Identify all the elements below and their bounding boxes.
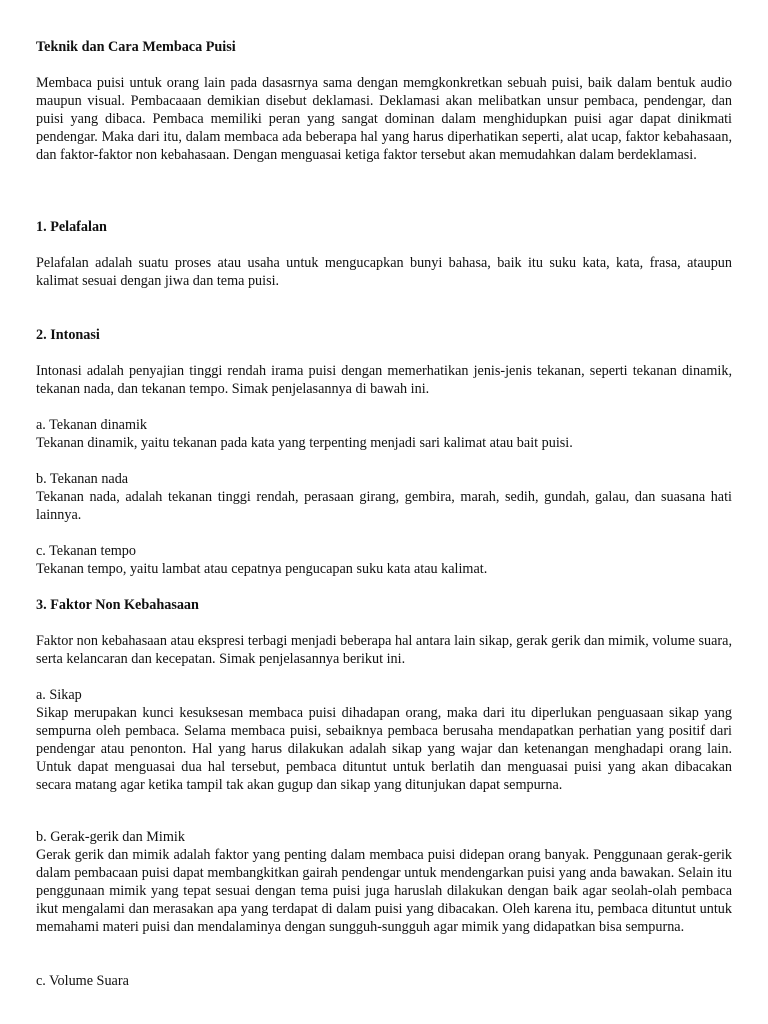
heading-faktor-non-kebahasaan: 3. Faktor Non Kebahasaan <box>36 597 199 613</box>
faktor-non-kebahasaan-paragraph: Faktor non kebahasaan atau ekspresi terbagi menjadi beberapa hal antara lain sikap, gerak gerik dan mimik, volume suara, serta kelancaran dan kecepatan. Simak penjelasannya berikut ini. <box>36 633 732 667</box>
heading-pelafalan: 1. Pelafalan <box>36 219 107 235</box>
heading-intonasi: 2. Intonasi <box>36 327 100 343</box>
sikap-label: a. Sikap <box>36 687 82 703</box>
tekanan-nada-label: b. Tekanan nada <box>36 471 129 487</box>
volume-suara-label: c. Volume Suara <box>36 973 129 989</box>
tekanan-nada-text: Tekanan nada, adalah tekanan tinggi rendah, perasaan girang, gembira, marah, sedih, gundah, galau, dan suasana hati lainnya. <box>36 489 732 523</box>
sikap-text: Sikap merupakan kunci kesuksesan membaca puisi dihadapan orang, maka dari itu diperlukan penguasaan sikap yang sempurna oleh pembaca. Selama membaca puisi, sebaiknya pembaca berusaha mendapatkan perhatian yang positif dari pendengar atau penonton. Hal yang harus dilakukan adalah sikap yang wajar dan ketenangan menghadapi orang lain. Untuk dapat menguasai dua hal tersebut, pembaca dituntut untuk berlatih dan menguasai puisi yang akan dibacakan secara matang agar ketika tampil tak akan gugup dan sikap yang ditunjukan dapat sempurna. <box>36 705 732 793</box>
tekanan-dinamik-label: a. Tekanan dinamik <box>36 417 148 433</box>
tekanan-tempo-label: c. Tekanan tempo <box>36 543 136 559</box>
intro-paragraph: Membaca puisi untuk orang lain pada dasasrnya sama dengan memgkonkretkan sebuah puisi, baik dalam bentuk audio maupun visual. Pembacaaan demikian disebut deklamasi. Deklamasi akan melibatkan unsur pembaca, pendengar, dan puisi yang dibaca. Pembaca memiliki peran yang sangat dominan dalam menghidupkan puisi agar dapat dinikmati pendengar. Maka dari itu, dalam membaca ada beberapa hal yang harus diperhatikan seperti, alat ucap, faktor kebahasaan, dan faktor-faktor non kebahasaan. Dengan menguasai ketiga faktor tersebut akan memudahkan dalam berdeklamasi. <box>36 75 732 163</box>
tekanan-dinamik-text: Tekanan dinamik, yaitu tekanan pada kata yang terpenting menjadi sari kalimat atau bait puisi. <box>36 435 573 451</box>
pelafalan-paragraph: Pelafalan adalah suatu proses atau usaha untuk mengucapkan bunyi bahasa, baik itu suku kata, kata, frasa, ataupun kalimat sesuai dengan jiwa dan tema puisi. <box>36 255 732 289</box>
document-title: Teknik dan Cara Membaca Puisi <box>36 39 236 55</box>
gerak-gerik-label: b. Gerak-gerik dan Mimik <box>36 829 185 845</box>
intonasi-paragraph: Intonasi adalah penyajian tinggi rendah irama puisi dengan memerhatikan jenis-jenis tekanan, seperti tekanan dinamik, tekanan nada, dan tekanan tempo. Simak penjelasannya di bawah ini. <box>36 363 732 397</box>
tekanan-tempo-text: Tekanan tempo, yaitu lambat atau cepatnya pengucapan suku kata atau kalimat. <box>36 561 488 577</box>
gerak-gerik-text: Gerak gerik dan mimik adalah faktor yang penting dalam membaca puisi didepan orang banyak. Penggunaan gerak-gerik dalam pembacaan puisi dapat membangkitkan gairah pendengar untuk mendengarkan puisi yang anda bawakan. Selain itu penggunaan mimik yang tepat sesuai dengan tema puisi juga haruslah dilakukan dengan baik agar seolah-olah pembaca ikut mengalami dan merasakan apa yang terdapat di dalam puisi yang dibacakan. Oleh karena itu, pembaca dituntut untuk memahami materi puisi dan mendalaminya dengan sungguh-sungguh agar mimik yang didapatkan bisa sempurna. <box>36 847 732 935</box>
